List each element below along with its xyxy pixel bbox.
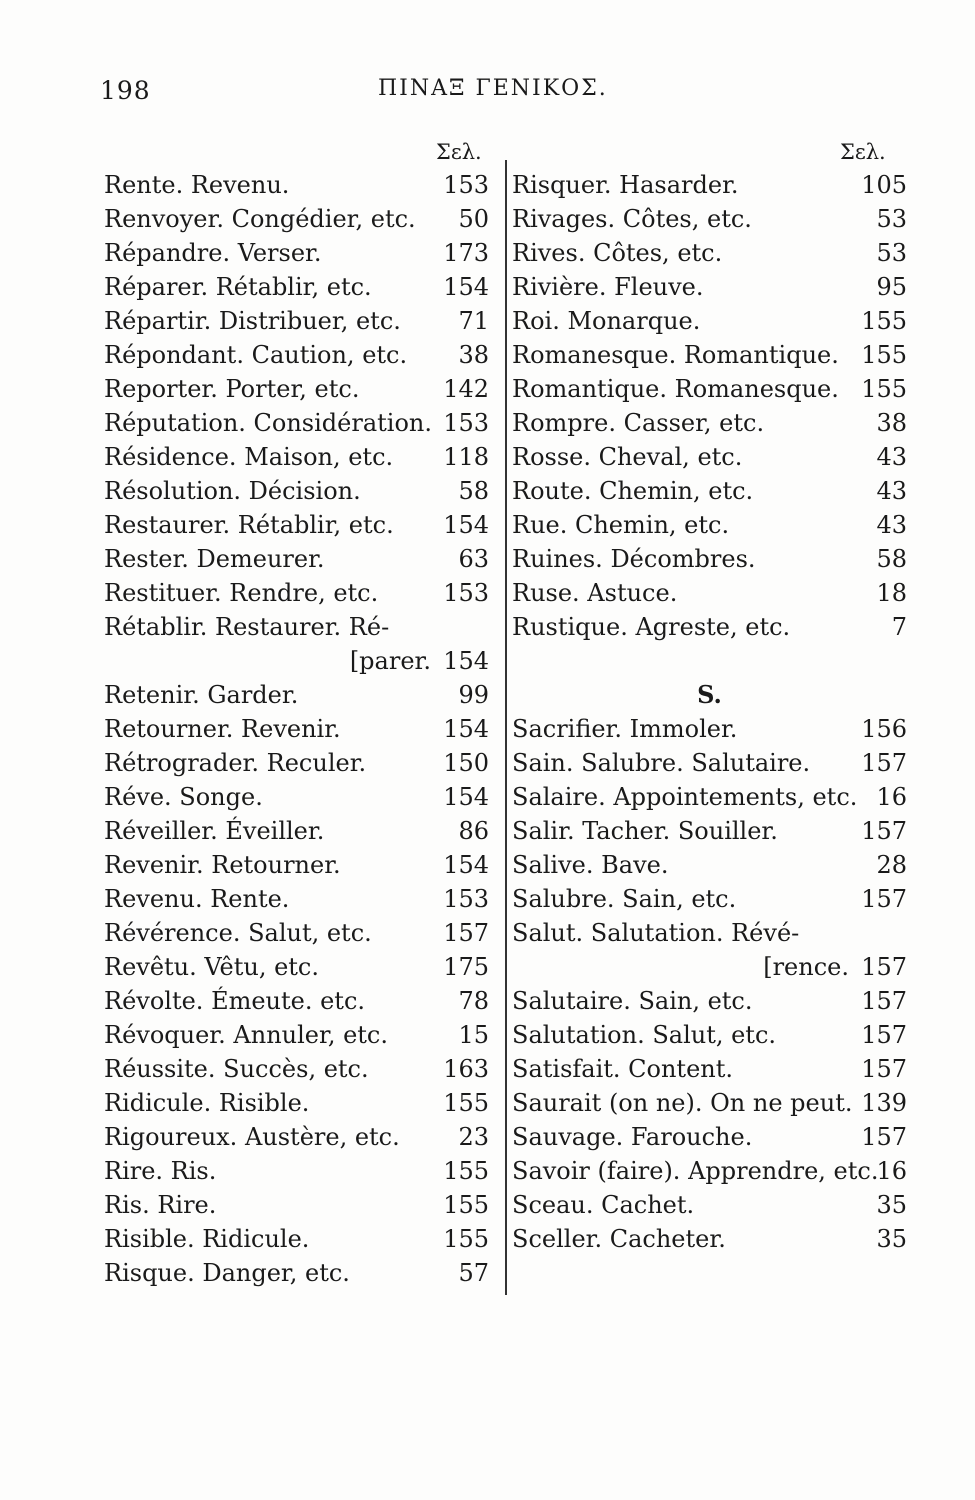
index-term: Roi. Monarque. — [512, 307, 701, 335]
index-entry — [512, 746, 907, 780]
index-entry — [104, 780, 489, 814]
index-entry — [512, 236, 907, 270]
index-term: Révolte. Émeute. etc. — [104, 987, 366, 1015]
index-term: Rustique. Agreste, etc. — [512, 613, 791, 641]
index-page-ref: 63 — [458, 545, 489, 573]
index-page-ref: 105 — [861, 171, 907, 199]
index-term: Romantique. Romanesque. — [512, 375, 839, 403]
index-term: Ruines. Décombres. — [512, 545, 756, 573]
index-entry — [104, 304, 489, 338]
index-term: Réparer. Rétablir, etc. — [104, 273, 372, 301]
index-term: Résolution. Décision. — [104, 477, 361, 505]
index-page-ref: 155 — [443, 1157, 489, 1185]
index-term: Risquer. Hasarder. — [512, 171, 739, 199]
index-page-ref: 58 — [458, 477, 489, 505]
index-page-ref: 35 — [876, 1191, 907, 1219]
index-page-ref: 139 — [861, 1089, 907, 1117]
index-term: Rosse. Cheval, etc. — [512, 443, 743, 471]
index-page-ref: 43 — [876, 511, 907, 539]
left-column — [104, 168, 489, 1290]
index-entry — [104, 1154, 489, 1188]
index-term: Réveiller. Éveiller. — [104, 817, 325, 845]
index-entry — [104, 1222, 489, 1256]
index-entry — [512, 474, 907, 508]
index-term: Revenu. Rente. — [104, 885, 290, 913]
index-term: Romanesque. Romantique. — [512, 341, 839, 369]
index-term: Révérence. Salut, etc. — [104, 919, 372, 947]
index-page-ref: 57 — [458, 1259, 489, 1287]
index-entry — [512, 814, 907, 848]
index-term: Résidence. Maison, etc. — [104, 443, 394, 471]
index-page-ref: 153 — [443, 409, 489, 437]
index-entry — [512, 1154, 907, 1188]
index-page-ref: 157 — [861, 885, 907, 913]
index-term: Ris. Rire. — [104, 1191, 217, 1219]
index-page-ref: 71 — [458, 307, 489, 335]
index-entry — [104, 610, 489, 644]
index-page-ref: 43 — [876, 443, 907, 471]
index-term: Rester. Demeurer. — [104, 545, 325, 573]
index-entry — [104, 270, 489, 304]
index-term: Rire. Ris. — [104, 1157, 217, 1185]
index-entry — [512, 950, 907, 984]
index-page-ref: 150 — [443, 749, 489, 777]
index-entry — [104, 202, 489, 236]
index-entry — [104, 406, 489, 440]
index-entry — [104, 848, 489, 882]
index-entry — [512, 304, 907, 338]
index-entry — [512, 1052, 907, 1086]
index-term: Restituer. Rendre, etc. — [104, 579, 379, 607]
index-entry — [104, 474, 489, 508]
index-page-ref: 153 — [443, 579, 489, 607]
index-page-ref: 53 — [876, 239, 907, 267]
index-page-ref: 163 — [443, 1055, 489, 1083]
index-term: Revenir. Retourner. — [104, 851, 341, 879]
index-page-ref: 53 — [876, 205, 907, 233]
index-entry — [104, 712, 489, 746]
index-page-ref: 50 — [458, 205, 489, 233]
index-term: Ruse. Astuce. — [512, 579, 678, 607]
index-page-ref: 157 — [861, 749, 907, 777]
index-entry — [512, 372, 907, 406]
index-entry — [512, 610, 907, 644]
index-entry — [512, 338, 907, 372]
index-entry — [512, 1120, 907, 1154]
index-term: Rivages. Côtes, etc. — [512, 205, 752, 233]
index-page-ref: 156 — [861, 715, 907, 743]
index-entry — [104, 1086, 489, 1120]
index-term: Réve. Songe. — [104, 783, 263, 811]
index-page-ref: 154 — [443, 851, 489, 879]
index-entry — [104, 236, 489, 270]
index-term: Retourner. Revenir. — [104, 715, 341, 743]
index-page-ref: 155 — [443, 1191, 489, 1219]
index-term: Rente. Revenu. — [104, 171, 290, 199]
index-term: Saurait (on ne). On ne peut. — [512, 1089, 853, 1117]
index-entry — [104, 1018, 489, 1052]
index-page-ref: 157 — [861, 1021, 907, 1049]
index-entry — [104, 916, 489, 950]
index-term: Risque. Danger, etc. — [104, 1259, 350, 1287]
index-page-ref: 118 — [443, 443, 489, 471]
index-term: Répondant. Caution, etc. — [104, 341, 408, 369]
index-entry — [512, 406, 907, 440]
index-term: Sain. Salubre. Salutaire. — [512, 749, 811, 777]
index-entry — [104, 950, 489, 984]
index-term: Rigoureux. Austère, etc. — [104, 1123, 400, 1151]
index-term: Rétablir. Restaurer. Ré- — [104, 613, 390, 641]
index-page-ref: 16 — [876, 1157, 907, 1185]
index-page-ref: 58 — [876, 545, 907, 573]
index-page-ref: 23 — [458, 1123, 489, 1151]
index-term: Restaurer. Rétablir, etc. — [104, 511, 394, 539]
index-page-ref: 28 — [876, 851, 907, 879]
index-page-ref: 95 — [876, 273, 907, 301]
index-term: Route. Chemin, etc. — [512, 477, 754, 505]
index-page-ref: 154 — [443, 273, 489, 301]
index-entry — [104, 542, 489, 576]
index-entry — [512, 508, 907, 542]
index-page-ref: 15 — [458, 1021, 489, 1049]
index-term: Rompre. Casser, etc. — [512, 409, 765, 437]
index-term: Retenir. Garder. — [104, 681, 299, 709]
index-page-ref: 16 — [876, 783, 907, 811]
index-entry — [512, 270, 907, 304]
index-entry — [512, 984, 907, 1018]
index-page-ref: 99 — [458, 681, 489, 709]
right-column-heading: Σελ. — [840, 140, 886, 164]
index-page-ref: 157 — [861, 1123, 907, 1151]
index-entry — [512, 1188, 907, 1222]
column-divider — [505, 160, 507, 1295]
index-page-ref: 38 — [458, 341, 489, 369]
index-term: Reporter. Porter, etc. — [104, 375, 360, 403]
index-term: Rue. Chemin, etc. — [512, 511, 730, 539]
index-term: Satisfait. Content. — [512, 1055, 734, 1083]
index-term: Révoquer. Annuler, etc. — [104, 1021, 388, 1049]
index-term: Réussite. Succès, etc. — [104, 1055, 369, 1083]
index-page-ref: 7 — [891, 613, 907, 641]
index-page-ref: 157 — [861, 953, 907, 981]
index-term: Sceller. Cacheter. — [512, 1225, 726, 1253]
index-page-ref: 154 — [443, 783, 489, 811]
index-term: Savoir (faire). Apprendre, etc. — [512, 1157, 879, 1185]
index-entry — [512, 576, 907, 610]
index-entry — [104, 882, 489, 916]
index-page-ref: 38 — [876, 409, 907, 437]
index-entry — [104, 576, 489, 610]
index-page-ref: 154 — [443, 715, 489, 743]
index-page-ref: 18 — [876, 579, 907, 607]
index-page-ref: 155 — [861, 307, 907, 335]
index-term: Salubre. Sain, etc. — [512, 885, 737, 913]
index-entry — [104, 814, 489, 848]
index-entry — [104, 168, 489, 202]
left-column-heading: Σελ. — [436, 140, 482, 164]
index-entry — [512, 1086, 907, 1120]
index-entry — [104, 508, 489, 542]
spacer — [512, 644, 907, 678]
index-term: [parer. — [349, 647, 431, 675]
index-page-ref: 157 — [861, 817, 907, 845]
index-term: Revêtu. Vêtu, etc. — [104, 953, 320, 981]
index-entry — [104, 644, 489, 678]
page-number: 198 — [100, 76, 151, 105]
index-entry — [104, 984, 489, 1018]
index-term: Salive. Bave. — [512, 851, 669, 879]
index-entry — [104, 372, 489, 406]
index-entry — [512, 440, 907, 474]
index-term: Salutation. Salut, etc. — [512, 1021, 777, 1049]
index-entry — [104, 338, 489, 372]
index-page-ref: 155 — [861, 375, 907, 403]
index-page-ref: 155 — [861, 341, 907, 369]
index-entry — [104, 1188, 489, 1222]
index-entry — [512, 848, 907, 882]
index-page-ref: 86 — [458, 817, 489, 845]
index-entry — [512, 712, 907, 746]
index-term: Répartir. Distribuer, etc. — [104, 307, 401, 335]
index-entry — [104, 440, 489, 474]
index-entry — [104, 1256, 489, 1290]
index-term: Renvoyer. Congédier, etc. — [104, 205, 416, 233]
right-column — [512, 168, 907, 1256]
index-page-ref: 154 — [443, 647, 489, 675]
index-page-ref: 142 — [443, 375, 489, 403]
section-letter: S. — [697, 680, 722, 709]
index-page-ref: 155 — [443, 1225, 489, 1253]
index-page-ref: 157 — [443, 919, 489, 947]
index-entry — [512, 202, 907, 236]
index-term: Répandre. Verser. — [104, 239, 322, 267]
index-term: Ridicule. Risible. — [104, 1089, 310, 1117]
index-term: Salaire. Appointements, etc. — [512, 783, 858, 811]
index-entry — [512, 168, 907, 202]
index-page-ref: 43 — [876, 477, 907, 505]
index-term: Salir. Tacher. Souiller. — [512, 817, 778, 845]
index-entry — [512, 916, 907, 950]
index-entry — [512, 1222, 907, 1256]
index-page-ref: 173 — [443, 239, 489, 267]
index-page-ref: 78 — [458, 987, 489, 1015]
index-term: Salutaire. Sain, etc. — [512, 987, 753, 1015]
index-entry — [512, 1018, 907, 1052]
index-page-ref: 153 — [443, 171, 489, 199]
running-title: ΠΙΝΑΞ ΓΕΝΙΚΟΣ. — [378, 76, 608, 101]
index-page-ref: 154 — [443, 511, 489, 539]
index-entry — [512, 780, 907, 814]
index-page-ref: 175 — [443, 953, 489, 981]
index-term: Réputation. Considération. — [104, 409, 432, 437]
index-term: Rives. Côtes, etc. — [512, 239, 723, 267]
index-entry — [104, 1052, 489, 1086]
index-entry — [104, 678, 489, 712]
index-entry — [512, 882, 907, 916]
index-page-ref: 157 — [861, 1055, 907, 1083]
index-term: [rence. — [763, 953, 849, 981]
index-page-ref: 35 — [876, 1225, 907, 1253]
index-term: Sceau. Cachet. — [512, 1191, 695, 1219]
index-term: Salut. Salutation. Révé- — [512, 919, 800, 947]
index-page-ref: 155 — [443, 1089, 489, 1117]
index-term: Rivière. Fleuve. — [512, 273, 704, 301]
index-entry — [104, 1120, 489, 1154]
index-term: Sauvage. Farouche. — [512, 1123, 753, 1151]
index-term: Rétrograder. Reculer. — [104, 749, 367, 777]
index-term: Sacrifier. Immoler. — [512, 715, 738, 743]
index-entry — [104, 746, 489, 780]
index-page-ref: 153 — [443, 885, 489, 913]
index-page-ref: 157 — [861, 987, 907, 1015]
index-term: Risible. Ridicule. — [104, 1225, 310, 1253]
index-entry — [512, 542, 907, 576]
